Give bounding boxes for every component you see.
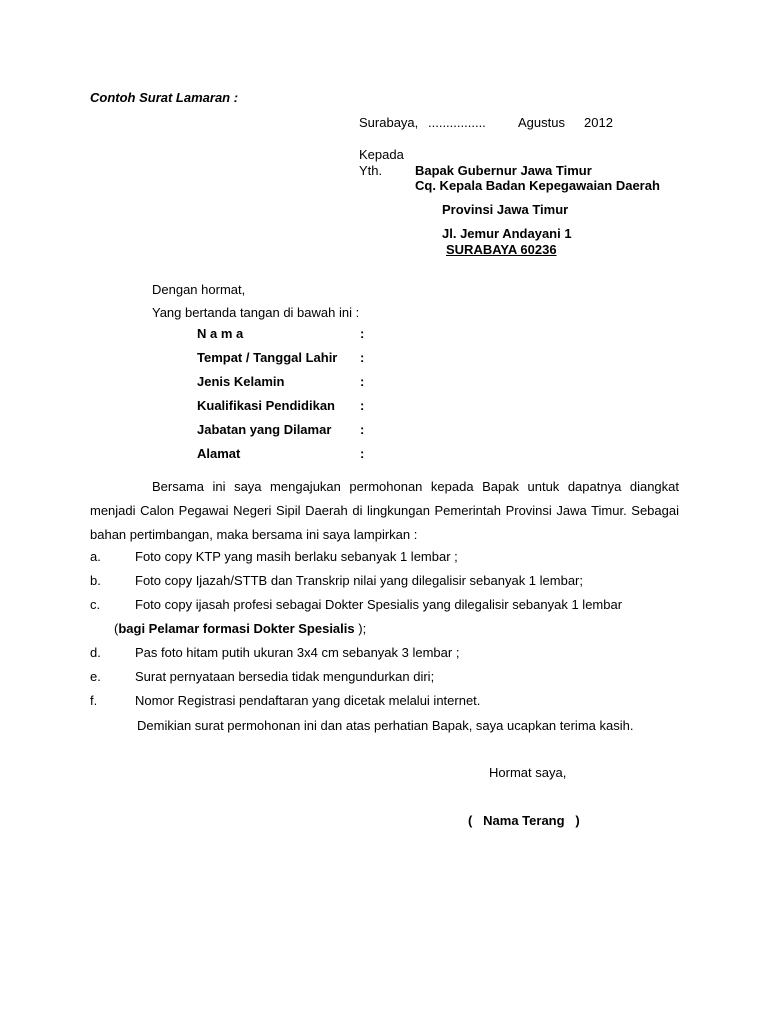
recipient-line-1: Bapak Gubernur Jawa Timur (415, 163, 592, 178)
field-colon: : (360, 398, 365, 413)
field-label: Jenis Kelamin (197, 374, 285, 389)
paren-close: ); (354, 621, 367, 636)
list-marker: e. (90, 669, 101, 684)
signature-name: ( Nama Terang ) (468, 813, 580, 828)
field-colon: : (360, 374, 365, 389)
field-label: N a m a (197, 326, 244, 341)
paren-open: ( (114, 621, 119, 636)
date-year: 2012 (584, 115, 613, 130)
list-item-text: Surat pernyataan bersedia tidak mengundurkan diri; (135, 669, 435, 684)
greeting: Dengan hormat, (152, 282, 246, 297)
field-colon: : (360, 350, 365, 365)
list-item-continuation (114, 621, 366, 636)
letter-heading: Contoh Surat Lamaran : (90, 90, 239, 105)
recipient-line-5: SURABAYA 60236 (446, 242, 557, 257)
list-item-text: Foto copy ijasah profesi sebagai Dokter Spesialis yang dilegalisir sebanyak 1 lembar (135, 597, 623, 612)
list-marker: f. (90, 693, 98, 708)
list-marker: d. (90, 645, 101, 660)
signoff: Hormat saya, (489, 765, 567, 780)
field-colon: : (360, 422, 365, 437)
body-paragraph-text: Bersama ini saya mengajukan permohonan kepada Bapak untuk dapatnya diangkat menjadi Calon Pegawai Negeri Sipil Daerah di lingkungan Pemerintah Provinsi Jawa Timur. Sebagai bahan pertimbangan, maka bersama ini saya lampirkan : (90, 479, 679, 542)
field-label: Jabatan yang Dilamar (197, 422, 332, 437)
field-colon: : (360, 446, 365, 461)
list-item-text: Nomor Registrasi pendaftaran yang dicetak melalui internet. (135, 693, 481, 708)
field-colon: : (360, 326, 365, 341)
recipient-line-3: Provinsi Jawa Timur (442, 202, 569, 217)
closing-text: Demikian surat permohonan ini dan atas perhatian Bapak, saya ucapkan terima kasih. (137, 718, 634, 733)
place-city: Surabaya, (359, 115, 419, 130)
date-day-dots: ................ (428, 115, 486, 130)
list-item-text: Foto copy Ijazah/STTB dan Transkrip nilai yang dilegalisir sebanyak 1 lembar; (135, 573, 583, 588)
recipient-line-4: Jl. Jemur Andayani 1 (442, 226, 572, 241)
list-item-text: Pas foto hitam putih ukuran 3x4 cm sebanyak 3 lembar ; (135, 645, 460, 660)
list-item-text: Foto copy KTP yang masih berlaku sebanyak 1 lembar ; (135, 549, 458, 564)
recipient-yth: Yth. (359, 163, 383, 178)
list-marker: a. (90, 549, 101, 564)
date-month: Agustus (518, 115, 565, 130)
field-label: Kualifikasi Pendidikan (197, 398, 335, 413)
list-marker: b. (90, 573, 101, 588)
list-marker: c. (90, 597, 101, 612)
recipient-line-2: Cq. Kepala Badan Kepegawaian Daerah (415, 178, 660, 193)
bold-note: bagi Pelamar formasi Dokter Spesialis (118, 621, 355, 636)
recipient-kepada: Kepada (359, 147, 404, 162)
intro-text: Yang bertanda tangan di bawah ini : (152, 305, 360, 320)
field-label: Tempat / Tanggal Lahir (197, 350, 338, 365)
body-paragraph (90, 475, 679, 547)
field-label: Alamat (197, 446, 241, 461)
